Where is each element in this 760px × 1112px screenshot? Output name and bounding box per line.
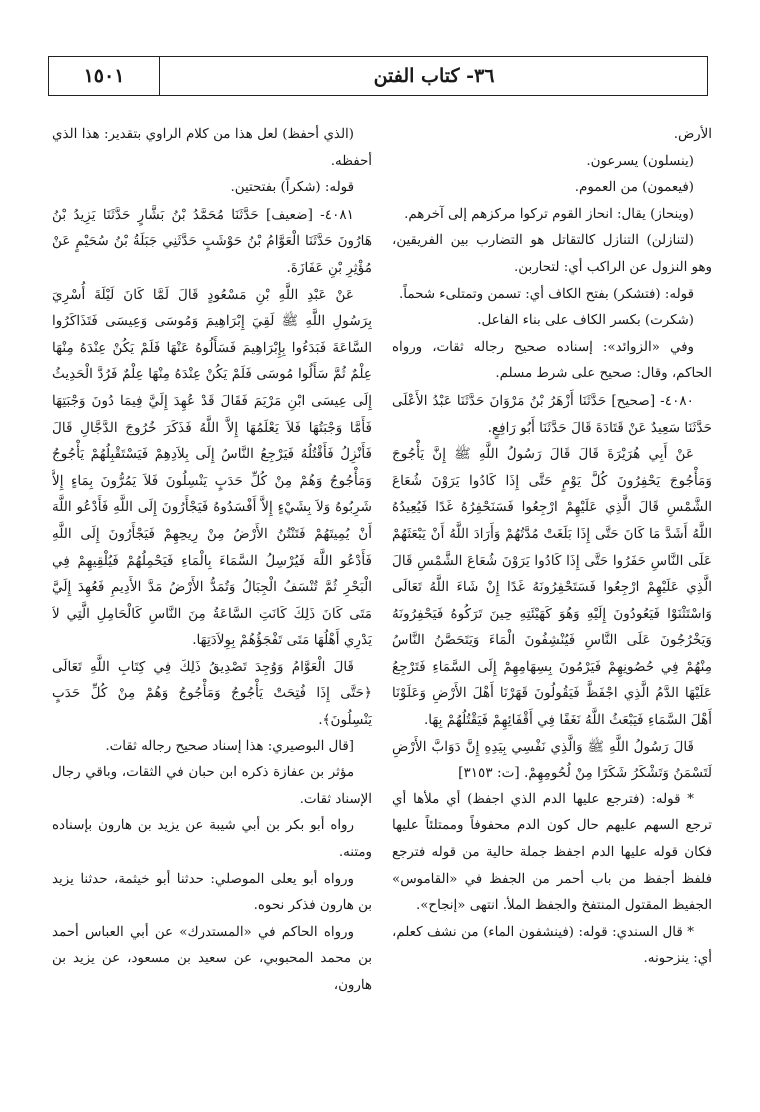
page-number: ١٥٠١ (49, 57, 160, 95)
page-header (48, 56, 708, 96)
gloss-line: قوله: (شكراً) بفتحتين. (230, 180, 354, 196)
hadith-text: عَنْ أَبِي هُرَيْرَةَ قَالَ قَالَ رَسُولُ اللَّهِ ﷺ إِنَّ يَأْجُوجَ وَمَأْجُوجَ يَحْفِرُونَ كُلَّ يَوْمٍ حَتَّى إِذَا كَادُوا يَرَوْنَ شُعَاعَ الشَّمْسِ قَالَ الَّذِي عَلَيْهِمْ ارْجِعُوا فَسَنَحْفِرُهُ غَدًا فَيُعِيدُهُ اللَّهُ أَشَدَّ مَا كَانَ حَتَّى إِذَا بَلَغَتْ مُدَّتُهُمْ وَأَرَادَ اللَّهُ أَنْ يَبْعَثَهُمْ عَلَى النَّاسِ حَفَرُوا حَتَّى إِذَا كَادُوا يَرَوْنَ شُعَاعَ الشَّمْسِ قَالَ الَّذِي عَلَيْهِمْ ارْجِعُوا فَسَتَحْفِرُونَهُ غَدًا إِنْ شَاءَ اللَّهُ تَعَالَى وَاسْتَثْنَوْا فَيَعُودُونَ إِلَيْهِ وَهُوَ كَهَيْئَتِهِ حِينَ تَرَكُوهُ فَيَحْفِرُونَهُ وَيَخْرُجُونَ عَلَى النَّاسِ فَيُنْشِفُونَ الْمَاءَ وَيَتَحَصَّنُ النَّاسُ مِنْهُمْ فِي حُصُونِهِمْ فَيَرْمُونَ بِسِهَامِهِمْ إِلَى السَّمَاءِ فَتَرْجِعُ عَلَيْهَا الدَّمُ الَّذِي اجْفَظَّ فَيَقُولُونَ قَهَرْنَا أَهْلَ الأَرْضِ وَعَلَوْنَا أَهْلَ السَّمَاءِ فَيَبْعَثُ اللَّهُ نَغَفًا فِي أَقْفَائِهِمْ فَيَقْتُلُهُمْ بِهَا. (392, 446, 712, 729)
left-column (52, 122, 372, 1082)
gloss-line: (وينحاز) يقال: انحاز القوم تركوا مركزهم إلى آخرهم. (404, 206, 694, 222)
chapter-title: ٣٦- كتاب الفتن (373, 65, 495, 87)
commentary: (الذي أحفظ) لعل هذا من كلام الراوي بتقدير: هذا الذي أحفظه. (52, 127, 372, 169)
gloss-line: قوله: (فتشكر) بفتح الكاف أي: تسمن وتمتلىء شحماً. (399, 286, 694, 302)
hadith-text: عَنْ عَبْدِ اللَّهِ بْنِ مَسْعُودٍ قَالَ لَمَّا كَانَ لَيْلَةَ أُسْرِيَ بِرَسُولِ اللَّهِ ﷺ لَقِيَ إِبْرَاهِيمَ وَمُوسَى وَعِيسَى فَتَذَاكَرُوا السَّاعَةَ فَبَدَءُوا بِإِبْرَاهِيمَ فَسَأَلُوهُ عَنْهَا فَلَمْ يَكُنْ عِنْدَهُ مِنْهَا عِلْمٌ ثُمَّ سَأَلُوا مُوسَى فَلَمْ يَكُنْ عِنْدَهُ مِنْهَا عِلْمٌ فَرُدَّ الْحَدِيثُ إِلَى عِيسَى ابْنِ مَرْيَمَ فَقَالَ قَدْ عُهِدَ إِلَيَّ فِيمَا دُونَ وَجْبَتِهَا فَأَمَّا وَجْبَتُهَا فَلاَ يَعْلَمُهَا إِلاَّ اللَّهُ فَذَكَرَ خُرُوجَ الدَّجَّالِ قَالَ فَأَنْزِلُ فَأَقْتُلُهُ فَيَرْجِعُ النَّاسُ إِلَى بِلاَدِهِمْ فَيَسْتَقْبِلُهُمْ يَأْجُوجُ وَمَأْجُوجُ وَهُمْ مِنْ كُلِّ حَدَبٍ يَنْسِلُونَ فَلاَ يَمُرُّونَ بِمَاءٍ إِلاَّ شَرِبُوهُ وَلاَ بِشَيْءٍ إِلاَّ أَفْسَدُوهُ فَيَجْأَرُونَ إِلَى اللَّهِ فَأَدْعُو اللَّهَ أَنْ يُمِيتَهُمْ فَتَنْتُنُ الأَرْضُ مِنْ رِيحِهِمْ فَيَجْأَرُونَ إِلَى اللَّهِ فَأَدْعُو اللَّهَ فَيُرْسِلُ السَّمَاءَ بِالْمَاءِ فَيَحْمِلُهُمْ فَيُلْقِيهِمْ فِي الْبَحْرِ ثُمَّ تُنْسَفُ الْجِبَالُ وَتُمَدُّ الأَرْضُ مَدَّ الأَدِيمِ فَعُهِدَ إِلَيَّ مَتَى كَانَ ذَلِكَ كَانَتِ السَّاعَةُ مِنَ النَّاسِ كَالْحَامِلِ الَّتِي لاَ يَدْرِي أَهْلُهَا مَتَى تَفْجَؤُهُمْ بِوِلاَدَتِهَا. (52, 286, 372, 649)
hadith-text: قَالَ رَسُولُ اللَّهِ ﷺ وَالَّذِي نَفْسِي بِيَدِهِ إِنَّ دَوَابَّ الأَرْضِ لَتَسْمَنُ وَتَشْكَرُ شَكَرًا مِنْ لُحُومِهِمْ. [ت: ٣١٥٣] (392, 738, 712, 782)
busiri-note: [قال البوصيري: هذا إسناد صحيح رجاله ثقات. (105, 738, 354, 754)
zawaid-note: وفي «الزوائد»: إسناده صحيح رجاله ثقات، ورواه الحاكم، وقال: صحيح على شرط مسلم. (392, 339, 712, 382)
commentary: * قال السندي: قوله: (فينشفون الماء) من نشف كعلم، أي: ينزحونه. (392, 924, 712, 967)
gloss-line: (ينسلون) يسرعون. (586, 153, 694, 169)
busiri-note: رواه أبو بكر بن أبي شيبة عن يزيد بن هارون بإسناده ومتنه. (52, 818, 372, 861)
busiri-note: ورواه الحاكم في «المستدرك» عن أبي العباس أحمد بن محمد المحبوبي، عن سعيد بن مسعود، عن يزيد بن هارون، (52, 924, 372, 993)
hadith-isnad: ٤٠٨٠- [صحيح] حَدَّثَنَا أَزْهَرُ بْنُ مَرْوَانَ حَدَّثَنَا عَبْدُ الأَعْلَى حَدَّثَنَا سَعِيدٌ عَنْ قَتَادَةَ قَالَ حَدَّثَنَا أَبُو رَافِعٍ. (392, 392, 712, 436)
commentary: * قوله: (فترجع عليها الدم الذي اجفظ) أي ملأها أي ترجع السهم عليهم حال كون الدم محفوفاً وممتلئاً عليها فكان قوله عليها الدم اجفظ جملة حالية من قوله فترجع فلفظ أجفظ من باب أحمر من الجفظ في «القاموس» الجفيظ المقتول المنتفخ والجفظ الملأ. انتهى «إنجاح». (392, 791, 712, 914)
text-line: الأرض. (673, 127, 712, 142)
hadith-isnad: ٤٠٨١- [ضعيف] حَدَّثَنَا مُحَمَّدُ بْنُ بَشَّارٍ حَدَّثَنَا يَزِيدُ بْنُ هَارُونَ حَدَّثَنَا الْعَوَّامُ بْنُ حَوْشَبٍ حَدَّثَنِي جَبَلَةُ بْنُ سُحَيْمٍ عَنْ مُؤْثِرِ بْنِ عَفَازَةَ. (52, 206, 372, 276)
gloss-line: (شكرت) بكسر الكاف على بناء الفاعل. (477, 313, 694, 329)
gloss-line: (فيعمون) من العموم. (574, 180, 694, 196)
gloss-line: (لتنازلن) التنازل كالتقاتل هو التضارب بين الفريقين، وهو النزول عن الراكب أي: لتحاربن. (392, 233, 712, 275)
right-column (392, 122, 712, 1082)
busiri-note: مؤثر بن عفازة ذكره ابن حبان في الثقات، وباقي رجال الإسناد ثقات. (52, 765, 372, 807)
hadith-text: قَالَ الْعَوَّامُ وَوُجِدَ تَصْدِيقُ ذَلِكَ فِي كِتَابِ اللَّهِ تَعَالَى ﴿حَتَّى إِذَا فُتِحَتْ يَأْجُوجُ وَمَأْجُوجُ وَهُمْ مِنْ كُلِّ حَدَبٍ يَنْسِلُونَ﴾. (52, 658, 372, 729)
busiri-note: ورواه أبو يعلى الموصلي: حدثنا أبو خيثمة، حدثنا يزيد بن هارون فذكر نحوه. (52, 871, 372, 914)
